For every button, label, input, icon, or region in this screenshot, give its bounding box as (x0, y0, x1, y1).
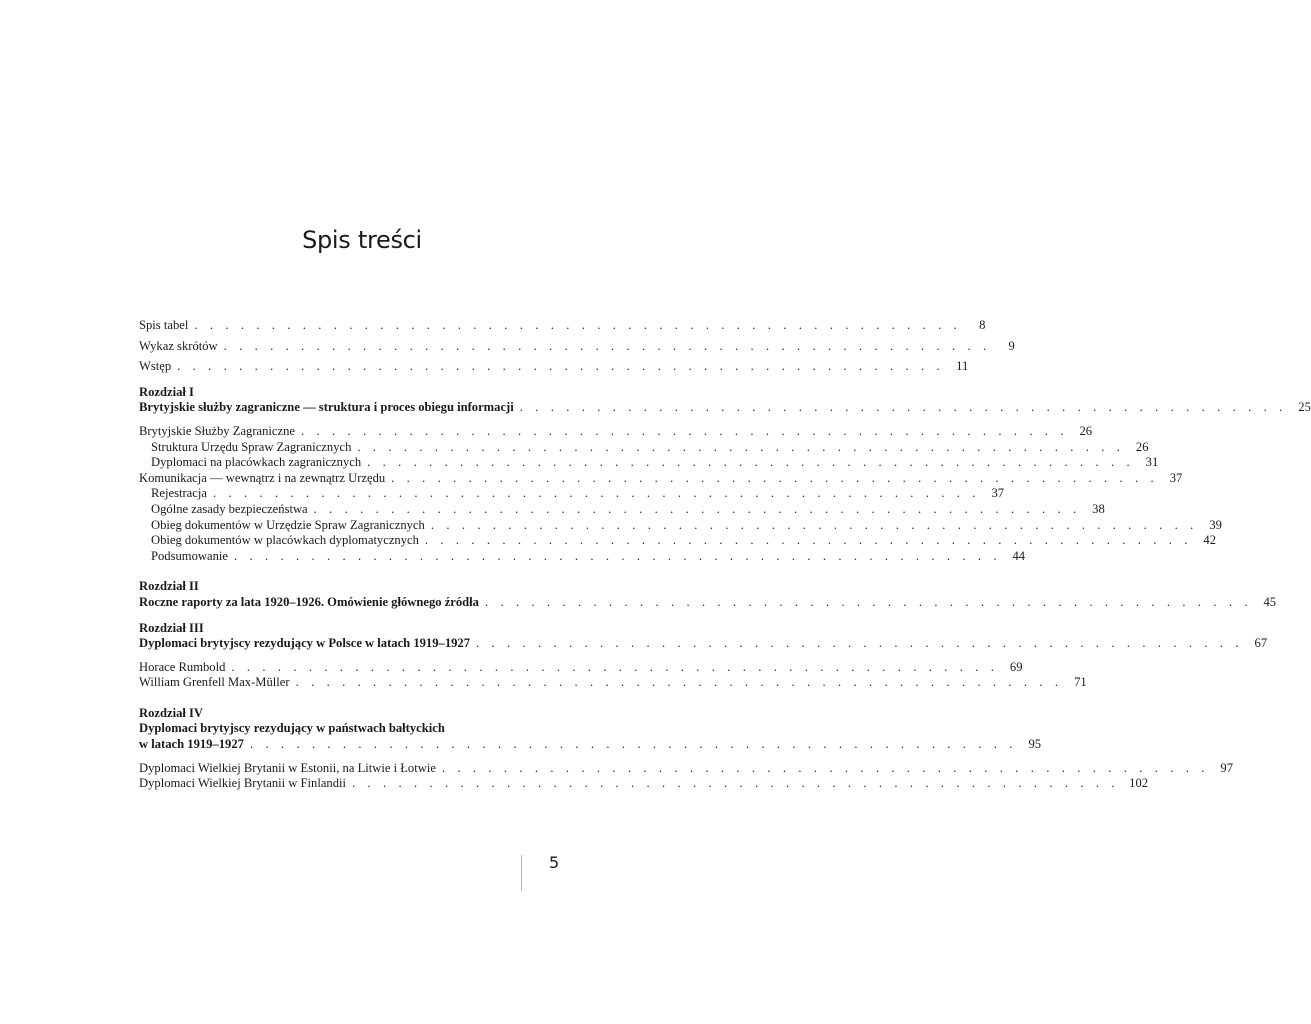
toc-entry-page: 42 (1203, 533, 1217, 548)
leader-dots: . . . . . . . . . . . . . . . . . . . . . . . . . . . . . . . . . . . . . . . . . . . . . . . . . . (295, 675, 1063, 690)
toc-entry-label: Dyplomaci Wielkiej Brytanii w Finlandii (139, 776, 347, 791)
leader-dots: . . . . . . . . . . . . . . . . . . . . . . . . . . . . . . . . . . . . . . . . . . . . . . . . . . (212, 486, 981, 501)
leader-dots: . . . . . . . . . . . . . . . . . . . . . . . . . . . . . . . . . . . . . . . . . . . . . . . . . . (519, 400, 1287, 415)
leader-dots: . . . . . . . . . . . . . . . . . . . . . . . . . . . . . . . . . . . . . . . . . . . . . . . . . . (476, 636, 1244, 651)
leader-dots: . . . . . . . . . . . . . . . . . . . . . . . . . . . . . . . . . . . . . . . . . . . . . . . . . . (249, 737, 1018, 752)
toc-entry-label: Dyplomaci na placówkach zagranicznych (151, 455, 362, 470)
toc-entry-label: Podsumowanie (151, 548, 228, 563)
leader-dots: . . . . . . . . . . . . . . . . . . . . . . . . . . . . . . . . . . . . . . . . . . . . . . . . . . (424, 533, 1193, 548)
toc-entry[interactable] (139, 659, 1023, 676)
toc-entry-page: 102 (1129, 776, 1149, 791)
toc-entry-page: 11 (956, 359, 969, 374)
toc-entry-page: 38 (1092, 501, 1105, 516)
toc-entry-label: Ogólne zasady bezpieczeństwa (151, 501, 308, 516)
toc-entry[interactable] (139, 760, 1234, 777)
table-of-contents (139, 318, 1311, 792)
toc-entry-page: 37 (1169, 470, 1183, 485)
toc-entry[interactable] (139, 423, 1093, 440)
toc-entry-chapter-title[interactable] (139, 636, 1268, 652)
leader-dots: . . . . . . . . . . . . . . . . . . . . . . . . . . . . . . . . . . . . . . . . . . . . . . . . . . (357, 439, 1125, 454)
toc-entry-label: Spis tabel (139, 318, 189, 332)
toc-entry[interactable] (139, 517, 1222, 534)
leader-dots: . . . . . . . . . . . . . . . . . . . . . . . . . . . . . . . . . . . . . . . . . . . . . . . . . . (391, 470, 1159, 485)
toc-entry[interactable] (139, 776, 1149, 792)
toc-entry[interactable] (139, 486, 1005, 502)
leader-dots: . . . . . . . . . . . . . . . . . . . . . . . . . . . . . . . . . . . . . . . . . . . . . . . . . . (430, 517, 1198, 532)
toc-entry-page: 97 (1220, 760, 1234, 775)
toc-entry-page: 45 (1263, 594, 1277, 609)
toc-entry-wykaz-skrotow[interactable] (139, 338, 1015, 355)
toc-entry[interactable] (139, 533, 1217, 549)
leader-dots: . . . . . . . . . . . . . . . . . . . . . . . . . . . . . . . . . . . . . . . . . . . . . . . . . . (231, 659, 999, 674)
chapter-heading: Rozdział II (139, 579, 199, 594)
toc-entry-label: Dyplomaci Wielkiej Brytanii w Estonii, na Litwie i Łotwie (139, 760, 436, 775)
toc-entry-page: 67 (1254, 636, 1268, 651)
toc-entry-chapter-title[interactable] (139, 737, 1042, 753)
page-title: Spis treści (302, 226, 422, 254)
toc-entry-label: Struktura Urzędu Spraw Zagranicznych (151, 439, 352, 454)
toc-entry-label: William Grenfell Max-Müller (139, 675, 290, 690)
leader-dots: . . . . . . . . . . . . . . . . . . . . . . . . . . . . . . . . . . . . . . . . . . . . . . . . . . (313, 501, 1081, 516)
toc-entry-label: Obieg dokumentów w placówkach dyplomatycznych (151, 533, 419, 548)
toc-entry-chapter-title[interactable] (139, 594, 1277, 611)
toc-entry-label: Roczne raporty za lata 1920–1926. Omówienie głównego źródła (139, 594, 479, 609)
chapter-heading: Rozdział I (139, 384, 194, 399)
toc-entry-page: 37 (991, 486, 1005, 501)
toc-entry-label: Wstęp (139, 359, 172, 374)
toc-entry-page: 44 (1012, 548, 1026, 563)
toc-entry-label: Brytyjskie Służby Zagraniczne (139, 423, 295, 438)
toc-entry-spis-tabel[interactable] (139, 318, 986, 334)
toc-entry[interactable] (139, 455, 1159, 471)
leader-dots: . . . . . . . . . . . . . . . . . . . . . . . . . . . . . . . . . . . . . . . . . . . . . . . . . . (352, 776, 1120, 791)
toc-entry[interactable] (139, 675, 1087, 691)
toc-entry-page: 69 (1009, 659, 1023, 674)
leader-dots: . . . . . . . . . . . . . . . . . . . . . . . . . . . . . . . . . . . . . . . . . . . . . . . . . . (177, 359, 945, 374)
leader-dots: . . . . . . . . . . . . . . . . . . . . . . . . . . . . . . . . . . . . . . . . . . . . . . . . . . (441, 760, 1210, 775)
toc-entry-label: Brytyjskie służby zagraniczne — struktura i proces obiegu informacji (139, 400, 514, 415)
toc-entry-page: 26 (1079, 423, 1093, 438)
page-number-rule (521, 855, 522, 891)
chapter-heading: Rozdział IV (139, 705, 204, 720)
toc-entry-label: Dyplomaci brytyjscy rezydujący w Polsce w latach 1919–1927 (139, 636, 471, 651)
leader-dots: . . . . . . . . . . . . . . . . . . . . . . . . . . . . . . . . . . . . . . . . . . . . . . . . . . (194, 318, 962, 332)
toc-entry-page: 95 (1028, 737, 1042, 752)
leader-dots: . . . . . . . . . . . . . . . . . . . . . . . . . . . . . . . . . . . . . . . . . . . . . . . . . . (300, 423, 1069, 438)
toc-entry-label: w latach 1919–1927 (139, 737, 244, 752)
leader-dots: . . . . . . . . . . . . . . . . . . . . . . . . . . . . . . . . . . . . . . . . . . . . . . . . . . (367, 455, 1135, 470)
toc-entry-page: 71 (1074, 675, 1087, 690)
toc-entry-page: 25 (1298, 400, 1311, 415)
toc-entry-label: Rejestracja (151, 486, 207, 501)
leader-dots: . . . . . . . . . . . . . . . . . . . . . . . . . . . . . . . . . . . . . . . . . . . . . . . . . . (233, 548, 1002, 563)
toc-entry-page: 39 (1209, 517, 1222, 532)
toc-entry[interactable] (139, 439, 1149, 456)
toc-entry-label: Obieg dokumentów w Urzędzie Spraw Zagranicznych (151, 517, 425, 532)
toc-entry-page: 9 (1008, 338, 1015, 353)
leader-dots: . . . . . . . . . . . . . . . . . . . . . . . . . . . . . . . . . . . . . . . . . . . . . . . . . . (484, 594, 1253, 609)
toc-entry-label: Komunikacja — wewnątrz i na zewnątrz Urzędu (139, 470, 386, 485)
toc-entry-page: 8 (979, 318, 986, 332)
toc-entry-label: Horace Rumbold (139, 659, 226, 674)
toc-entry-chapter-title[interactable] (139, 400, 1311, 416)
leader-dots: . . . . . . . . . . . . . . . . . . . . . . . . . . . . . . . . . . . . . . . . . . . . . . . . . . (223, 338, 991, 353)
toc-entry-label: Wykaz skrótów (139, 338, 218, 353)
chapter-title-line: Dyplomaci brytyjscy rezydujący w państwach bałtyckich (139, 721, 445, 736)
toc-entry[interactable] (139, 548, 1026, 565)
page-number: 5 (549, 853, 560, 872)
toc-entry-page: 26 (1135, 439, 1149, 454)
toc-entry-page: 31 (1145, 455, 1159, 470)
toc-entry[interactable] (139, 470, 1183, 487)
chapter-heading: Rozdział III (139, 620, 204, 635)
toc-entry-wstep[interactable] (139, 359, 969, 375)
toc-entry[interactable] (139, 501, 1105, 518)
